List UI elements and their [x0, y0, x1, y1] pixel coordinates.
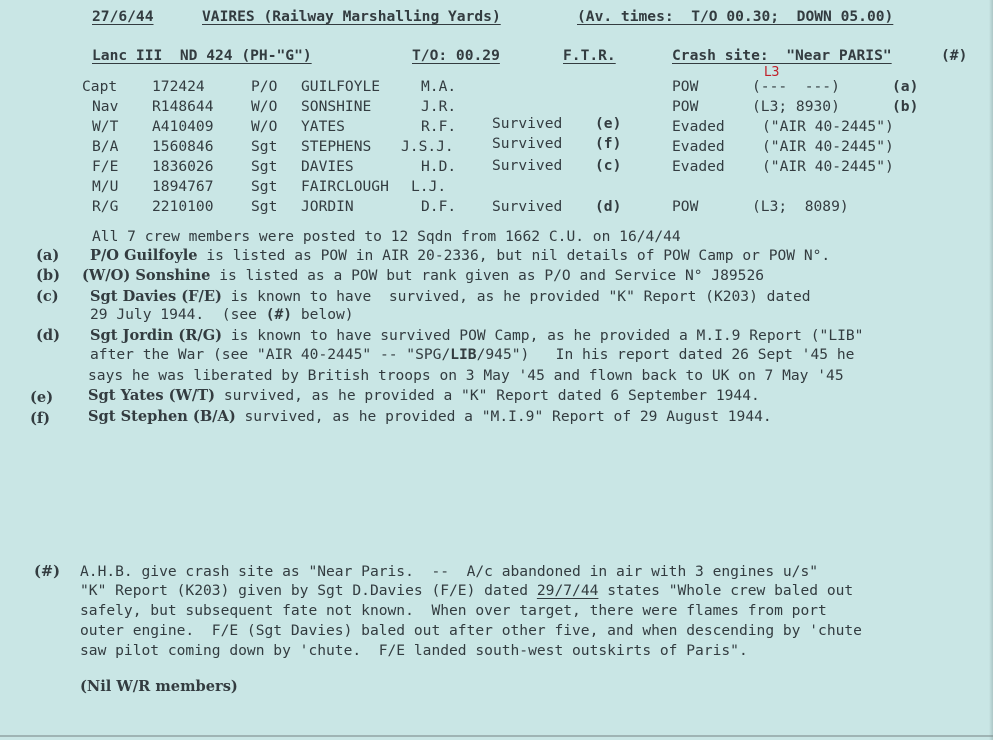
header-date: 27/6/44 [92, 8, 154, 25]
crew-service-number: A410409 [152, 118, 214, 135]
crew-fate: Evaded [672, 138, 725, 155]
page-right-edge [989, 0, 993, 740]
crew-surname: FAIRCLOUGH [301, 178, 389, 195]
footnote-line: A.H.B. give crash site as "Near Paris. -- A/c abandoned in air with 3 engines u/s" [80, 563, 819, 580]
note-f-text [88, 408, 772, 426]
wr-members-note: (Nil W/R members) [80, 678, 238, 695]
aircraft-crash-ref: (#) [941, 47, 968, 64]
crew-rank: Sgt [251, 178, 278, 195]
crew-service-number: 2210100 [152, 198, 214, 215]
crew-record-ref: (--- ---) [752, 78, 840, 95]
crew-position: R/G [92, 198, 119, 215]
note-b-text [82, 267, 764, 285]
handwritten-l3-mark: L3 [764, 65, 780, 80]
crew-note-ref: (f) [595, 135, 622, 152]
note-d-line2 [90, 346, 854, 364]
crew-rank: Sgt [251, 138, 278, 155]
note-c-text [90, 288, 811, 306]
note-c-line2-end: below) [292, 306, 354, 323]
note-c-line2-start: 29 July 1944. (see [90, 306, 266, 323]
crew-service-number: 1836026 [152, 158, 214, 175]
note-d-body: is known to have survived POW Camp, as he provided a M.I.9 Report ("LIB" [222, 327, 864, 344]
crew-survived: Survived [492, 198, 563, 215]
crew-fate: Evaded [672, 118, 725, 135]
crew-position: Capt [82, 78, 118, 95]
note-c-label: (c) [36, 288, 59, 305]
page-bottom-edge [0, 735, 993, 737]
crew-surname: STEPHENS [301, 138, 372, 155]
crew-fate: POW [672, 198, 699, 215]
crew-service-number: R148644 [152, 98, 214, 115]
crew-record-ref: (L3; 8930) [752, 98, 840, 115]
crew-rank: P/O [251, 78, 278, 95]
crew-note-ref: (e) [595, 115, 622, 132]
aircraft-type: Lanc III ND 424 (PH-"G") [92, 47, 312, 64]
footnote-line2-start: "K" Report (K203) given by Sgt D.Davies (F/E) dated [80, 582, 537, 599]
note-a-label: (a) [36, 247, 60, 264]
footnote-label: (#) [34, 563, 61, 580]
crew-surname: SONSHINE [301, 98, 372, 115]
crew-survived: Survived [492, 135, 563, 152]
note-d-line3: says he was liberated by British troops on 3 May '45 and flown back to UK on 7 May '45 [88, 367, 844, 384]
crew-note-ref: (c) [595, 157, 622, 174]
footnote-line [80, 582, 853, 600]
footnote-line: safely, but subsequent fate not known. When over target, there were flames from port [80, 602, 827, 619]
crew-record-ref: ("AIR 40-2445") [762, 138, 894, 155]
crew-position: F/E [92, 158, 119, 175]
note-c-subject: Sgt Davies (F/E) [90, 288, 222, 305]
crew-surname: DAVIES [301, 158, 354, 175]
crew-rank: Sgt [251, 198, 278, 215]
footnote-line: outer engine. F/E (Sgt Davies) baled out after other five, and when descending by 'chute [80, 622, 862, 639]
aircraft-takeoff: T/O: 00.29 [412, 47, 500, 64]
note-a-text [90, 247, 830, 265]
crew-rank: W/O [251, 118, 278, 135]
crew-service-number: 1894767 [152, 178, 214, 195]
note-a-body: is listed as POW in AIR 20-2336, but nil details of POW Camp or POW N°. [197, 247, 831, 264]
footnote-date: 29/7/44 [536, 582, 599, 599]
note-c-body: is known to have survived, as he provided "K" Report (K203) dated [221, 288, 811, 305]
posted-note: All 7 crew members were posted to 12 Sqdn from 1662 C.U. on 16/4/44 [92, 228, 681, 245]
crew-note-ref: (d) [595, 198, 622, 215]
aircraft-crash-site: Crash site: "Near PARIS" [672, 47, 892, 64]
crew-position: W/T [92, 118, 119, 135]
note-e-body: survived, as he provided a "K" Report dated 6 September 1944. [215, 387, 760, 404]
crew-initials: D.F. [421, 198, 457, 215]
crew-record-ref: ("AIR 40-2445") [762, 158, 894, 175]
crew-rank: W/O [251, 98, 278, 115]
crew-fate: Evaded [672, 158, 725, 175]
footnote-line: saw pilot coming down by 'chute. F/E landed south-west outskirts of Paris". [80, 642, 748, 659]
note-e-subject: Sgt Yates (W/T) [88, 387, 216, 404]
note-e-label: (e) [30, 389, 54, 406]
crew-service-number: 1560846 [152, 138, 214, 155]
crew-ref-annotation: (b) [892, 98, 919, 115]
note-b-subject: (W/O) Sonshine [82, 267, 211, 284]
crew-initials: R.F. [421, 118, 457, 135]
crew-record-ref: (L3; 8089) [752, 198, 849, 215]
note-f-label: (f) [30, 410, 51, 427]
crew-initials: J.S.J. [401, 138, 454, 155]
note-d-text [90, 327, 863, 345]
crew-survived: Survived [492, 157, 563, 174]
crew-record-ref: ("AIR 40-2445") [762, 118, 894, 135]
crew-service-number: 172424 [152, 78, 205, 95]
note-f-subject: Sgt Stephen (B/A) [88, 408, 236, 425]
note-c-line2 [90, 306, 354, 324]
aircraft-status: F.T.R. [563, 47, 616, 64]
crew-survived: Survived [492, 115, 563, 132]
crew-position: Nav [92, 98, 119, 115]
crew-surname: GUILFOYLE [301, 78, 381, 95]
crew-initials: H.D. [421, 158, 457, 175]
note-d-line2-end: /945") In his report dated 26 Sept '45 he [476, 346, 855, 363]
header-times: (Av. times: T/O 00.30; DOWN 05.00) [577, 8, 894, 25]
crew-fate: POW [672, 98, 699, 115]
crew-initials: L.J. [411, 178, 447, 195]
note-b-body: is listed as a POW but rank given as P/O and Service N° J89526 [210, 267, 765, 284]
crew-initials: M.A. [421, 78, 457, 95]
header-target: VAIRES (Railway Marshalling Yards) [202, 8, 501, 25]
note-d-subject: Sgt Jordin (R/G) [90, 327, 223, 344]
note-c-hash-ref: (#) [265, 306, 293, 323]
note-e-text [88, 387, 760, 405]
crew-rank: Sgt [251, 158, 278, 175]
crew-ref-annotation: (a) [892, 78, 919, 95]
footnote-line2-end: states "Whole crew baled out [598, 582, 854, 599]
crew-surname: JORDIN [301, 198, 354, 215]
crew-initials: J.R. [421, 98, 457, 115]
crew-surname: YATES [301, 118, 345, 135]
crew-fate: POW [672, 78, 699, 95]
note-d-lib: LIB [450, 346, 477, 363]
crew-position: B/A [92, 138, 119, 155]
note-d-label: (d) [36, 327, 61, 344]
note-f-body: survived, as he provided a "M.I.9" Report of 29 August 1944. [235, 408, 772, 425]
note-d-line2-start: after the War (see "AIR 40-2445" -- "SPG/ [90, 346, 451, 363]
note-b-label: (b) [36, 267, 61, 284]
crew-position: M/U [92, 178, 119, 195]
note-a-subject: P/O Guilfoyle [90, 247, 198, 264]
